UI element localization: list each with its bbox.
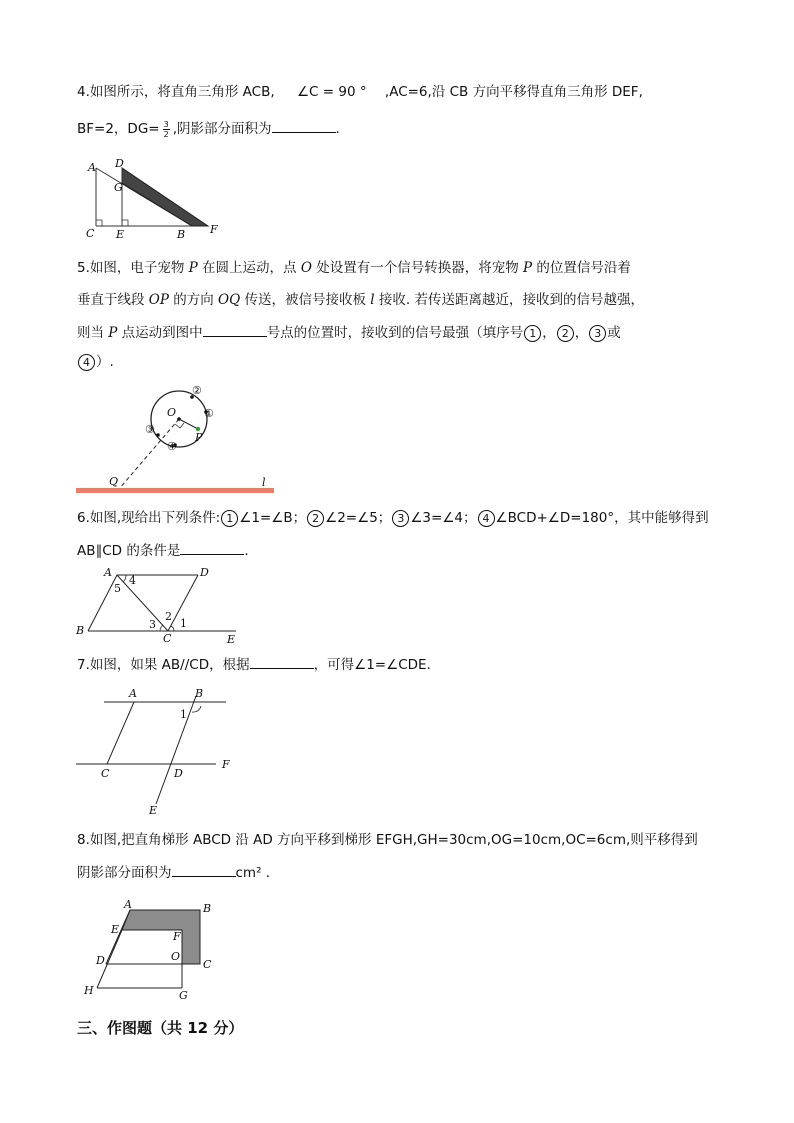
label-O: O xyxy=(167,406,177,419)
q5-line-3: 则当 P 点运动到图中 号点的位置时，接收到的信号最强（填序号 1 ， 2 ， 3 或 xyxy=(77,322,621,343)
answer-blank-q8[interactable] xyxy=(172,862,236,877)
angle-2-label: 2 xyxy=(165,610,172,623)
q5-line-1: 5.如图，电子宠物 P 在圆上运动，点 O 处设置有一个信号转换器，将宠物 P 的位置信号沿着 xyxy=(77,260,631,276)
label-H: H xyxy=(84,984,94,997)
point-1-label: ① xyxy=(204,407,214,420)
point-2-label: ② xyxy=(192,384,202,397)
label-P: P xyxy=(195,431,203,444)
q8-line-1: 8.如图,把直角梯形 ABCD 沿 AD 方向平移到梯形 EFGH,GH=30cm,OG=10cm,OC=6cm,则平移得到 xyxy=(77,832,698,848)
q6-line-2: AB∥CD 的条件是 . xyxy=(77,540,249,561)
label-E: E xyxy=(149,804,158,817)
label-D: D xyxy=(200,566,209,579)
q5-line-4: 4 ）. xyxy=(77,352,114,372)
angle-1-label: 1 xyxy=(180,617,187,630)
label-F: F xyxy=(210,223,218,236)
label-C: C xyxy=(203,958,212,971)
answer-blank-q4[interactable] xyxy=(272,118,336,133)
q4-line-2: BF=2，DG= $\frac{3}{2}$ ,阴影部分面积为 . xyxy=(77,119,340,139)
label-A: A xyxy=(88,161,96,174)
label-Q: Q xyxy=(109,475,119,488)
q7-figure xyxy=(74,684,244,820)
label-O: O xyxy=(171,950,181,963)
point-4-label: ④ xyxy=(167,440,177,453)
label-E: E xyxy=(227,633,236,646)
q5-figure xyxy=(76,382,276,494)
label-D: D xyxy=(174,767,183,780)
answer-blank-q7[interactable] xyxy=(250,654,314,669)
q6-line-1: 6.如图,现给出下列条件: 1 ∠1=∠B； 2 ∠2=∠5； 3 ∠3=∠4； 4 ∠BCD+∠D=180°，其中能够得到 xyxy=(77,510,709,526)
q8-line-2: 阴影部分面积为 cm² . xyxy=(77,862,270,883)
label-G: G xyxy=(179,989,188,1002)
label-D: D xyxy=(96,954,105,967)
answer-blank-q5[interactable] xyxy=(203,322,267,337)
section-3-heading: 三、作图题（共 12 分） xyxy=(77,1019,244,1037)
q4-line-1: 4.如图所示，将直角三角形 ACB, ∠C = 90 ° ,AC=6,沿 CB 方向平移得直角三角形 DEF, xyxy=(77,84,643,100)
label-A: A xyxy=(124,898,132,911)
label-D: D xyxy=(115,157,124,170)
label-F: F xyxy=(222,758,230,771)
label-B: B xyxy=(195,687,204,700)
label-C: C xyxy=(101,767,110,780)
label-E: E xyxy=(116,228,125,241)
label-C: C xyxy=(86,227,95,240)
label-B: B xyxy=(177,228,186,241)
label-A: A xyxy=(129,687,137,700)
answer-blank-q6[interactable] xyxy=(180,540,244,555)
label-B: B xyxy=(76,624,85,637)
label-E: E xyxy=(111,923,120,936)
point-3-label: ③ xyxy=(145,423,155,436)
angle-3-label: 3 xyxy=(149,618,156,631)
q5-line-2: 垂直于线段 OP 的方向 OQ 传送，被信号接收板 l 接收. 若传送距离越近，接收到的信号越强， xyxy=(77,292,644,308)
q6-figure xyxy=(74,564,244,646)
signal-board-l xyxy=(76,488,274,493)
q8-figure xyxy=(82,898,222,1004)
label-C: C xyxy=(163,632,172,645)
angle-4-label: 4 xyxy=(129,574,136,587)
label-B: B xyxy=(203,902,212,915)
fraction-3-2: $\frac{3}{2}$ xyxy=(163,119,169,139)
q4-figure xyxy=(80,158,220,240)
label-G: G xyxy=(114,181,123,194)
q7-line: 7.如图，如果 AB//CD，根据 ，可得∠1=∠CDE. xyxy=(77,654,431,675)
label-F: F xyxy=(173,930,181,943)
label-A: A xyxy=(104,566,112,579)
angle-1-label: 1 xyxy=(180,708,187,721)
label-l: l xyxy=(262,476,266,489)
angle-5-label: 5 xyxy=(114,582,121,595)
